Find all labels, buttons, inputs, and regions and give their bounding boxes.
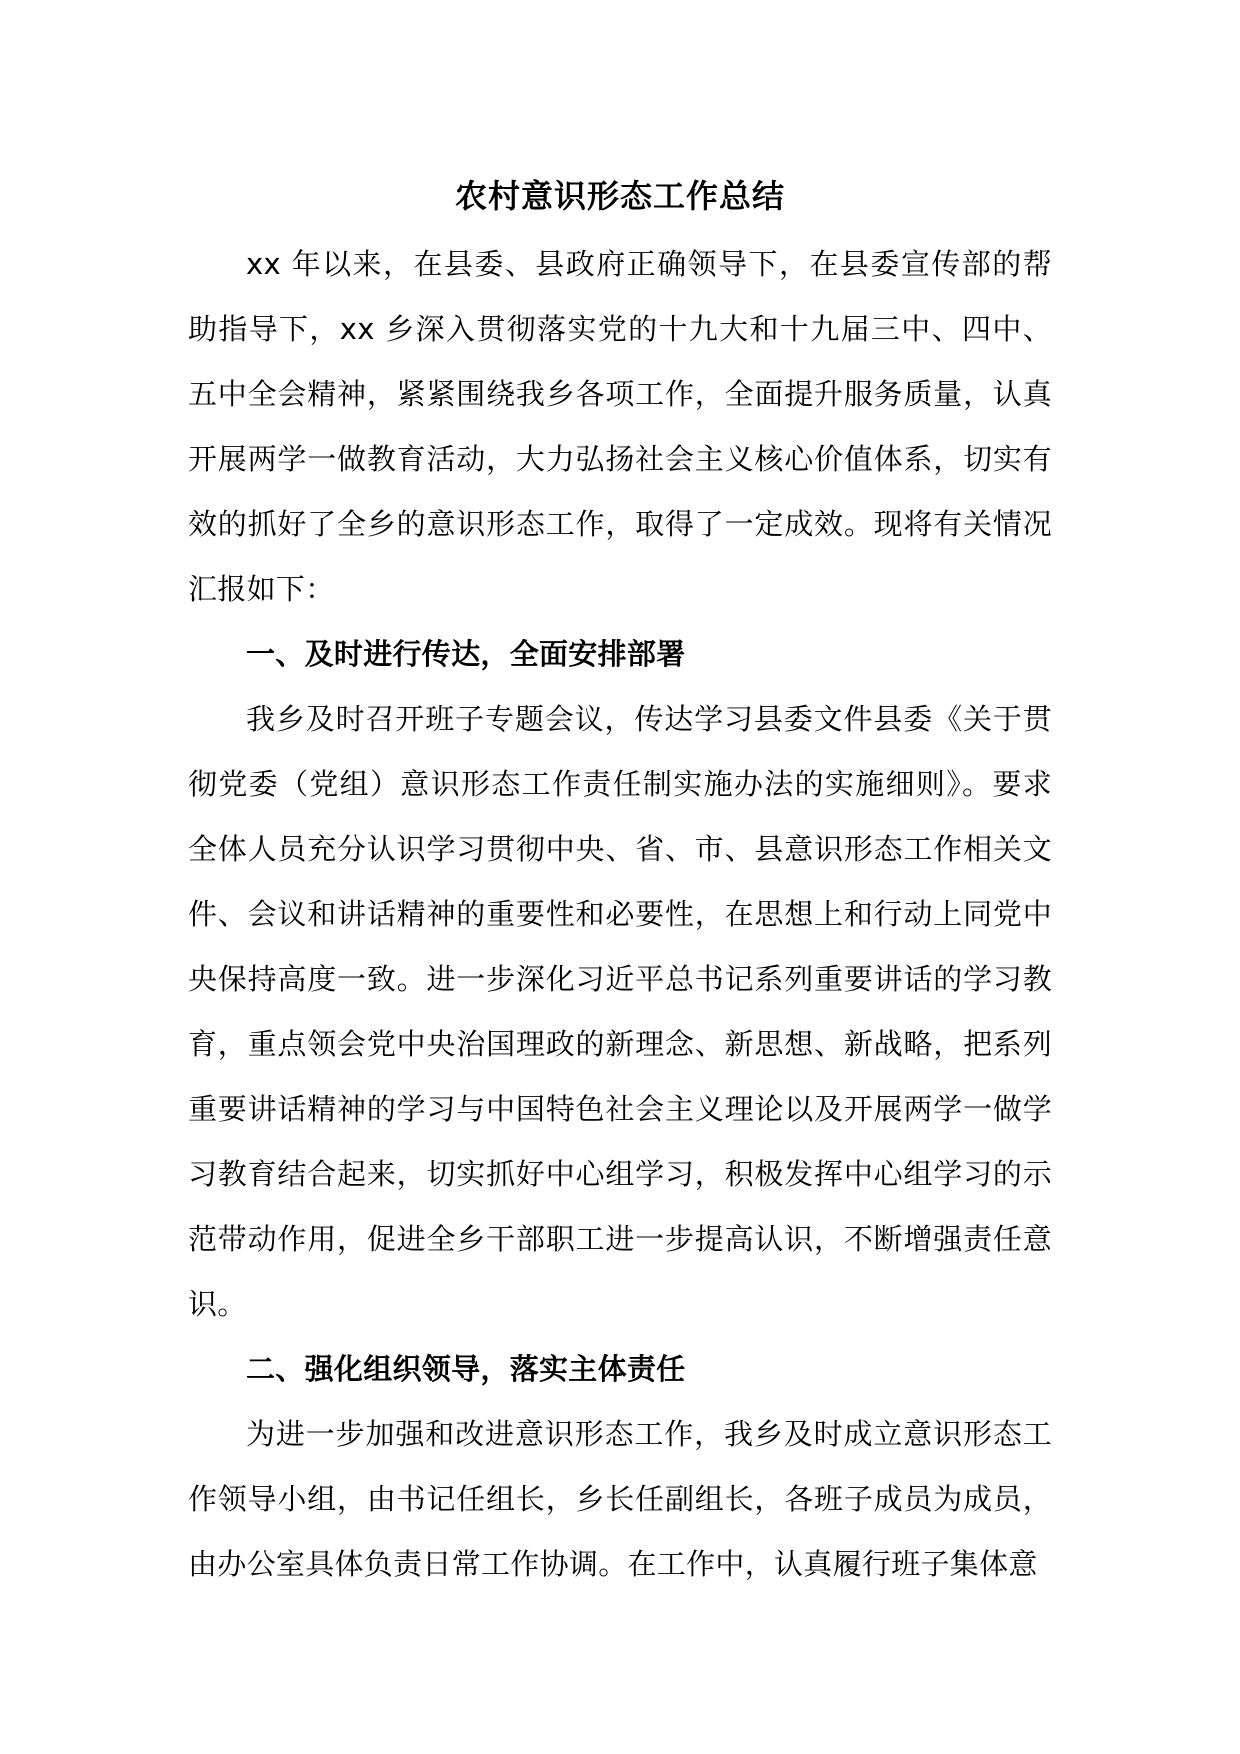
- document-body: [188, 232, 1052, 1597]
- section-1-heading: 一、及时进行传达，全面安排部署: [246, 637, 686, 671]
- intro-paragraph: xx 年以来，在县委、县政府正确领导下，在县委宣传部的帮助指导下，xx 乡深入贯彻落实党的十九大和十九届三中、四中、五中全会精神，紧紧围绕我乡各项工作，全面提升服务质量，认真开展两学一做教育活动，大力弘扬社会主义核心价值体系，切实有效的抓好了全乡的意识形态工作，取得了一定成效。现将有关情况汇报如下：: [188, 247, 1052, 606]
- section-2-paragraph: 为进一步加强和改进意识形态工作，我乡及时成立意识形态工作领导小组，由书记任组长，乡长任副组长，各班子成员为成员，由办公室具体负责日常工作协调。在工作中，认真履行班子集体意: [188, 1417, 1052, 1581]
- section-2-heading: 二、强化组织领导，落实主体责任: [246, 1352, 686, 1386]
- document-title: 农村意识形态工作总结: [454, 177, 785, 215]
- section-1-paragraph: 我乡及时召开班子专题会议，传达学习县委文件县委《关于贯彻党委（党组）意识形态工作责任制实施办法的实施细则》。要求全体人员充分认识学习贯彻中央、省、市、县意识形态工作相关文件、会议和讲话精神的重要性和必要性，在思想上和行动上同党中央保持高度一致。进一步深化习近平总书记系列重要讲话的学习教育，重点领会党中央治国理政的新理念、新思想、新战略，把系列重要讲话精神的学习与中国特色社会主义理论以及开展两学一做学习教育结合起来，切实抓好中心组学习，积极发挥中心组学习的示范带动作用，促进全乡干部职工进一步提高认识，不断增强责任意识。: [188, 702, 1052, 1321]
